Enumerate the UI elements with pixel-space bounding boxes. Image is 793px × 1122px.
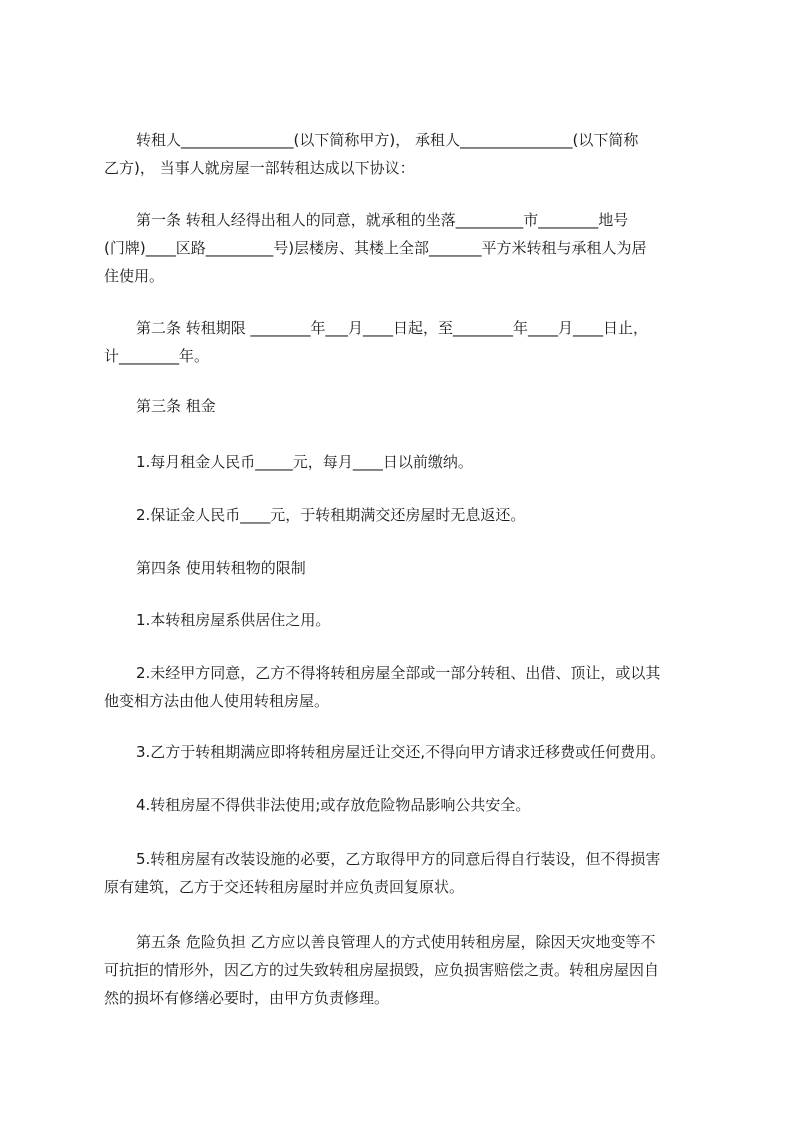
- text-line: 1.本转租房屋系供居住之用。: [136, 611, 331, 629]
- text-line: 然的损坏有修缮必要时，由甲方负责修理。: [104, 989, 390, 1007]
- article-2-paragraph: [104, 314, 704, 370]
- text-line: 他变相方法由他人使用转租房屋。: [104, 692, 330, 710]
- article-5-paragraph: [104, 928, 704, 1012]
- article-3-item-2: [136, 501, 704, 529]
- article-3-title: [136, 392, 704, 420]
- article-3-item-1: [136, 448, 704, 476]
- text-line: 4.转租房屋不得供非法使用;或存放危险物品影响公共安全。: [136, 796, 531, 814]
- text-line: 2.保证金人民币____元，于转租期满交还房屋时无息返还。: [136, 506, 526, 524]
- text-line: 2.未经甲方同意，乙方不得将转租房屋全部或一部分转租、出借、顶让，或以其: [136, 664, 661, 682]
- article-4-item-1: [136, 606, 704, 634]
- article-1-paragraph: [104, 206, 704, 290]
- text-line: 1.每月租金人民币_____元，每月____日以前缴纳。: [136, 453, 473, 471]
- text-line: 第五条 危险负担 乙方应以善良管理人的方式使用转租房屋，除因天灾地变等不: [136, 933, 656, 951]
- text-line: 住使用。: [104, 267, 165, 285]
- text-line: 第二条 转租期限 ________年___月____日起，至________年____月____日止，: [136, 319, 649, 337]
- text-line: 第三条 租金: [136, 397, 216, 415]
- article-4-item-4: [136, 791, 704, 819]
- text-line: (门牌)____区路_________号)层楼房、其楼上全部_______平方米转租与承租人为居: [104, 239, 647, 257]
- text-line: 转租人_______________(以下简称甲方)， 承租人_______________(以下简称: [136, 131, 639, 149]
- parties-paragraph: [104, 126, 704, 182]
- text-line: 计________年。: [104, 347, 210, 365]
- text-line: 第一条 转租人经得出租人的同意，就承租的坐落_________市________地号: [136, 211, 629, 229]
- article-4-item-3: [136, 738, 704, 766]
- text-line: 乙方)， 当事人就房屋一部转租达成以下协议：: [104, 159, 415, 177]
- text-line: 5.转租房屋有改装设施的必要，乙方取得甲方的同意后得自行装设，但不得损害: [136, 850, 661, 868]
- text-line: 3.乙方于转租期满应即将转租房屋迁让交还,不得向甲方请求迁移费或任何费用。: [136, 743, 666, 761]
- article-4-item-2: [104, 659, 704, 715]
- text-line: 可抗拒的情形外，因乙方的过失致转租房屋损毁，应负损害赔偿之责。转租房屋因自: [104, 961, 660, 979]
- article-4-item-5: [104, 845, 704, 901]
- text-line: 原有建筑，乙方于交还转租房屋时并应负责回复原状。: [104, 878, 465, 896]
- article-4-title: [136, 554, 704, 582]
- text-line: 第四条 使用转租物的限制: [136, 559, 306, 577]
